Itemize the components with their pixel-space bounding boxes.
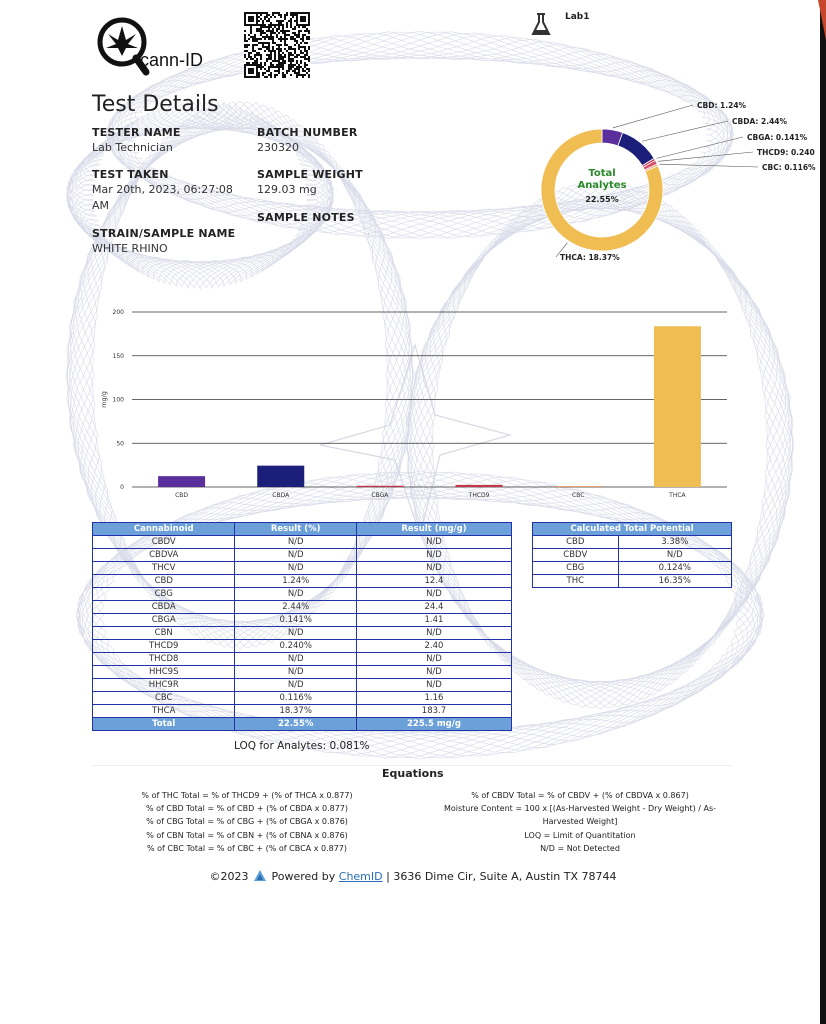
table-row (93, 705, 512, 718)
equation-line: Moisture Content = 100 x [(As-Harvested Weight - Dry Weight) / As- (443, 804, 717, 814)
cannabinoid-results-table (92, 522, 512, 731)
powered-by-text: Powered by (271, 870, 336, 883)
table-cell: CBGA (93, 614, 235, 627)
equation-line: % of CBC Total = % of CBC + (% of CBCA x 0.877) (147, 843, 347, 853)
tester-name-value: Lab Technician (92, 141, 173, 154)
bar-cbc (555, 486, 602, 487)
table-cell: N/D (356, 666, 511, 679)
table-cell: 16.35% (618, 575, 731, 588)
x-tick-label-cbd: CBD (175, 492, 189, 499)
table-cell: 0.240% (235, 640, 357, 653)
equations-right-column (420, 789, 740, 855)
test-taken-value-line1: Mar 20th, 2023, 06:27:08 (92, 183, 233, 196)
calc-table-header: Calculated Total Potential (533, 523, 732, 536)
equation-line: % of CBD Total = % of CBD + (% of CBDA x 0.877) (146, 804, 348, 814)
sample-weight-label: SAMPLE WEIGHT (257, 168, 363, 181)
loq-note: LOQ for Analytes: 0.081% (234, 740, 370, 752)
table-row (93, 549, 512, 562)
table-cell: THCA (93, 705, 235, 718)
table-cell: CBD (533, 536, 619, 549)
equation-line: % of CBDV Total = % of CBDV + (% of CBDVA x 0.867) (471, 791, 689, 800)
batch-number-value: 230320 (257, 141, 299, 154)
equation-line: % of THC Total = % of THCD9 + (% of THCA x 0.877) (141, 791, 353, 800)
table-cell: 1.41 (356, 614, 511, 627)
x-tick-label-cbc: CBC (572, 492, 585, 499)
test-taken-value-line2: AM (92, 199, 110, 212)
y-tick-label: 50 (116, 440, 124, 448)
page-title: Test Details (92, 92, 219, 117)
table-cell: THC (533, 575, 619, 588)
equations-left-column (92, 789, 402, 855)
table-cell: N/D (356, 653, 511, 666)
equation-line: % of CBN Total = % of CBN + (% of CBNA x 0.876) (146, 830, 348, 840)
copyright-text: ©2023 (209, 870, 249, 883)
strain-label: STRAIN/SAMPLE NAME (92, 227, 236, 240)
table-row (93, 536, 512, 549)
table-cell: Total (93, 718, 235, 731)
donut-label-cbc: CBC: 0.116% (762, 163, 816, 172)
donut-center-title: Analytes (577, 180, 627, 191)
table-cell: 0.124% (618, 562, 731, 575)
donut-label-cbda: CBDA: 2.44% (732, 117, 788, 126)
table-row (533, 536, 732, 549)
table-cell: 12.4 (356, 575, 511, 588)
table-cell: THCD9 (93, 640, 235, 653)
equations-title: Equations (382, 767, 444, 780)
bar-cbga (356, 486, 403, 487)
table-cell: CBN (93, 627, 235, 640)
strain-value: WHITE RHINO (92, 242, 168, 255)
table-total-row (93, 718, 512, 731)
donut-leader-cbda (642, 121, 728, 141)
batch-number-label: BATCH NUMBER (257, 126, 358, 139)
chemid-link[interactable]: ChemID (338, 870, 383, 883)
equation-line: Harvested Weight] (542, 817, 618, 827)
flask-icon (530, 12, 552, 38)
lab-name: Lab1 (565, 12, 590, 22)
donut-leader-thcd9 (658, 152, 753, 161)
table-cell: CBDA (93, 601, 235, 614)
table-cell: CBC (93, 692, 235, 705)
bar-cbda (257, 466, 304, 487)
equation-line: % of CBG Total = % of CBG + (% of CBGA x 0.876) (146, 817, 348, 827)
sample-notes-label: SAMPLE NOTES (257, 211, 355, 224)
table-cell: 22.55% (235, 718, 357, 731)
section-divider (92, 765, 732, 766)
qr-code[interactable] (244, 12, 310, 78)
calculated-total-potential-table (532, 522, 732, 588)
table-cell: CBG (533, 562, 619, 575)
table-header: Result (%) (235, 523, 357, 536)
table-cell: N/D (235, 562, 357, 575)
table-cell: N/D (235, 627, 357, 640)
table-header: Cannabinoid (93, 523, 235, 536)
table-cell: N/D (356, 679, 511, 692)
table-row (93, 679, 512, 692)
sample-weight-value: 129.03 mg (257, 183, 317, 196)
table-cell: N/D (235, 536, 357, 549)
donut-center-title: Total (588, 168, 616, 179)
x-tick-label-thcd9: THCD9 (468, 492, 490, 499)
y-tick-label: 150 (112, 352, 124, 360)
table-cell: 3.38% (618, 536, 731, 549)
table-cell: THCD8 (93, 653, 235, 666)
table-row (93, 640, 512, 653)
y-axis-label: mg/g (100, 391, 108, 408)
donut-leader-cbga (656, 137, 743, 158)
table-cell: N/D (235, 653, 357, 666)
table-cell: CBG (93, 588, 235, 601)
table-row (533, 562, 732, 575)
chemid-logo-icon (254, 870, 266, 881)
x-tick-label-thca: THCA (669, 492, 686, 499)
equation-line: N/D = Not Detected (540, 843, 620, 853)
table-row (93, 692, 512, 705)
y-tick-label: 200 (112, 309, 124, 316)
table-cell: N/D (235, 588, 357, 601)
table-cell: 1.16 (356, 692, 511, 705)
total-analytes-donut-chart (530, 95, 816, 275)
table-cell: 0.141% (235, 614, 357, 627)
donut-leader-cbd (613, 105, 693, 128)
donut-label-cbd: CBD: 1.24% (697, 101, 747, 110)
bar-thca (654, 326, 701, 487)
table-cell: THCV (93, 562, 235, 575)
table-cell: N/D (356, 549, 511, 562)
table-cell: N/D (356, 588, 511, 601)
table-cell: 183.7 (356, 705, 511, 718)
table-row (93, 562, 512, 575)
table-row (93, 575, 512, 588)
table-row (93, 653, 512, 666)
table-header: Result (mg/g) (356, 523, 511, 536)
table-cell: 2.40 (356, 640, 511, 653)
table-row (93, 666, 512, 679)
y-tick-label: 0 (120, 484, 124, 491)
table-cell: N/D (235, 666, 357, 679)
donut-slice-cbda (618, 133, 654, 166)
table-row (93, 601, 512, 614)
table-row (93, 588, 512, 601)
donut-label-thca: THCA: 18.37% (560, 253, 620, 262)
donut-label-thcd9: THCD9: 0.240 (757, 148, 815, 157)
table-cell: N/D (618, 549, 731, 562)
x-tick-label-cbga: CBGA (371, 492, 389, 499)
equation-line: LOQ = Limit of Quantitation (524, 830, 636, 840)
donut-label-cbga: CBGA: 0.141% (747, 133, 808, 142)
table-cell: CBDV (93, 536, 235, 549)
table-cell: HHC9S (93, 666, 235, 679)
logo-text: cann-ID (140, 50, 204, 70)
table-cell: CBD (93, 575, 235, 588)
table-row (533, 575, 732, 588)
table-row (93, 614, 512, 627)
table-cell: N/D (356, 536, 511, 549)
table-row (93, 627, 512, 640)
bar-cbd (158, 476, 205, 487)
table-cell: N/D (356, 562, 511, 575)
address-text: | 3636 Dime Cir, Suite A, Austin TX 78744 (386, 870, 617, 883)
table-cell: N/D (235, 549, 357, 562)
cannabinoid-bar-chart (92, 300, 742, 510)
donut-center-value: 22.55% (585, 195, 619, 204)
table-cell: 18.37% (235, 705, 357, 718)
tester-name-label: TESTER NAME (92, 126, 181, 139)
y-tick-label: 100 (112, 396, 124, 404)
table-cell: 2.44% (235, 601, 357, 614)
x-tick-label-cbda: CBDA (272, 492, 290, 499)
test-taken-label: TEST TAKEN (92, 168, 169, 181)
table-cell: HHC9R (93, 679, 235, 692)
table-cell: 24.4 (356, 601, 511, 614)
table-cell: CBDV (533, 549, 619, 562)
donut-leader-cbc (659, 164, 758, 167)
table-cell: 0.116% (235, 692, 357, 705)
table-cell: 1.24% (235, 575, 357, 588)
table-cell: 225.5 mg/g (356, 718, 511, 731)
table-cell: N/D (356, 627, 511, 640)
table-cell: N/D (235, 679, 357, 692)
table-cell: CBDVA (93, 549, 235, 562)
bar-thcd9 (456, 485, 503, 487)
table-row (533, 549, 732, 562)
footer (0, 870, 826, 883)
